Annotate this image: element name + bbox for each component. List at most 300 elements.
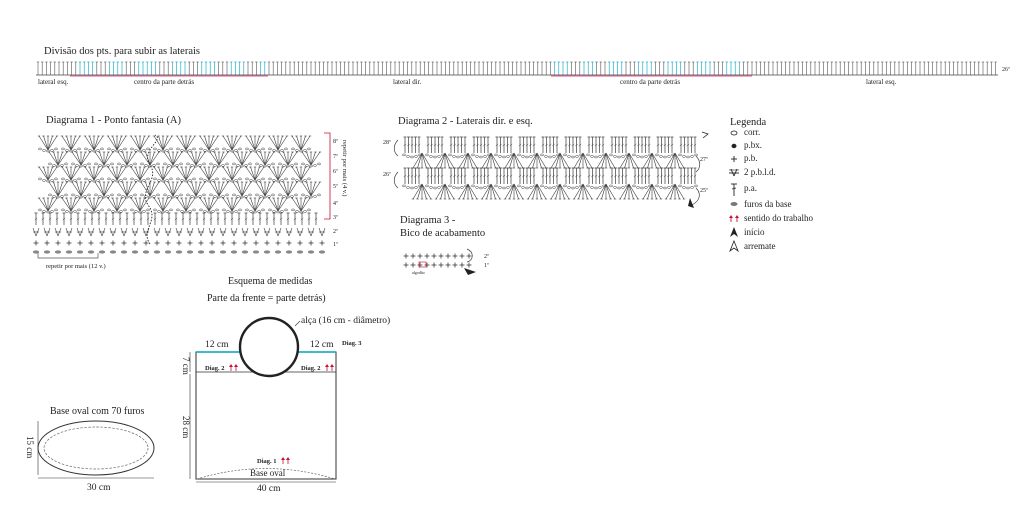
- chain-stitch: [483, 186, 486, 188]
- fan-stitch: [136, 198, 141, 211]
- chain-stitch: [267, 164, 270, 166]
- single-crochet-icon: [731, 156, 737, 162]
- fan-stitch: [117, 198, 122, 211]
- chain-stitch: [71, 194, 74, 196]
- chain-stitch: [667, 186, 670, 188]
- fan-stitch: [228, 167, 233, 180]
- chain-stitch: [226, 179, 229, 181]
- diagram3-small-label: algodão: [412, 270, 425, 275]
- fan-stitch: [48, 136, 53, 150]
- strip-label-left-side-2: lateral esq.: [866, 78, 897, 86]
- chain-stitch: [494, 154, 497, 156]
- chain-stitch: [203, 179, 206, 181]
- chain-stitch: [598, 186, 601, 188]
- chain-stitch: [165, 149, 168, 151]
- turn-chain: [394, 172, 398, 188]
- chain-stitch: [291, 209, 294, 211]
- chain-stitch: [165, 210, 168, 212]
- start-arrow-icon: [730, 227, 738, 237]
- chain-stitch: [176, 178, 179, 180]
- chain-stitch: [133, 194, 136, 196]
- chain-stitch: [192, 209, 195, 211]
- chain-stitch: [73, 179, 76, 181]
- fan-stitch: [67, 136, 72, 150]
- fan-stitch: [514, 184, 519, 199]
- fan-stitch: [652, 153, 657, 168]
- chain-stitch: [221, 164, 224, 166]
- fan-stitch: [90, 198, 95, 211]
- chain-stitch: [65, 179, 68, 181]
- chain-stitch: [282, 195, 285, 197]
- chain-stitch: [291, 178, 294, 180]
- fan-stitch: [602, 184, 607, 199]
- chain-stitch: [632, 154, 635, 156]
- chain-icon: [731, 131, 737, 135]
- chain-stitch: [167, 195, 170, 197]
- chain-stitch: [190, 164, 193, 166]
- chain-stitch: [234, 210, 237, 212]
- chain-stitch: [184, 211, 187, 213]
- fan-stitch: [77, 152, 82, 165]
- chain-stitch: [284, 209, 287, 211]
- fan-stitch: [574, 153, 583, 168]
- fan-stitch: [666, 153, 675, 168]
- fan-stitch: [620, 153, 629, 168]
- chain-stitch: [238, 209, 241, 211]
- base-hole: [143, 250, 149, 253]
- chain-stitch: [655, 154, 658, 156]
- chain-stitch: [575, 186, 578, 188]
- chain-stitch: [678, 154, 681, 156]
- diagram1-row-label-5: 5ª: [333, 184, 338, 190]
- chain-stitch: [188, 149, 191, 151]
- fan-stitch: [675, 153, 684, 168]
- fan-stitch: [533, 153, 538, 168]
- chain-stitch: [134, 149, 137, 151]
- fan-stitch: [44, 167, 49, 180]
- chain-stitch: [84, 148, 87, 150]
- turn-chain: [394, 140, 398, 156]
- chain-stitch: [153, 178, 156, 180]
- chain-stitch: [203, 149, 206, 151]
- fan-stitch: [274, 198, 279, 211]
- chain-stitch: [188, 179, 191, 181]
- chain-stitch: [529, 155, 532, 157]
- chain-stitch: [234, 179, 237, 181]
- fan-stitch: [487, 153, 492, 168]
- chain-stitch: [156, 163, 159, 165]
- base-outer-oval: [38, 421, 154, 475]
- fan-stitch: [209, 167, 214, 180]
- chain-stitch: [111, 149, 114, 151]
- fan-stitch: [514, 153, 519, 168]
- chain-stitch: [42, 149, 45, 151]
- fan-stitch: [445, 184, 450, 199]
- fan-stitch: [48, 167, 53, 180]
- chain-stitch: [75, 195, 78, 197]
- panel-base-label: Base oval: [250, 468, 286, 478]
- base-hole: [132, 250, 138, 253]
- base-hole: [154, 250, 160, 253]
- chain-stitch: [87, 163, 90, 165]
- chain-stitch: [54, 178, 57, 180]
- chain-stitch: [663, 156, 666, 158]
- chain-stitch: [291, 148, 294, 150]
- chain-stitch: [176, 148, 179, 150]
- chain-stitch: [282, 164, 285, 166]
- chain-stitch: [483, 155, 486, 157]
- fan-stitch: [71, 136, 76, 150]
- chain-stitch: [202, 194, 205, 196]
- fan-stitch: [491, 153, 496, 168]
- chain-stitch: [307, 148, 310, 150]
- chain-stitch: [540, 185, 543, 187]
- fan-stitch: [491, 153, 500, 168]
- chain-stitch: [253, 211, 256, 213]
- chain-stitch: [96, 179, 99, 181]
- chain-stitch: [215, 148, 218, 150]
- chain-stitch: [290, 195, 293, 197]
- chain-stitch: [694, 185, 697, 187]
- chain-stitch: [644, 186, 647, 188]
- diag2-right-label: Diag. 2: [301, 365, 321, 372]
- chain-stitch: [494, 185, 497, 187]
- chain-stitch: [179, 194, 182, 196]
- fan-stitch: [169, 182, 174, 196]
- chain-stitch: [130, 148, 133, 150]
- fan-stitch: [602, 153, 607, 168]
- chain-stitch: [278, 194, 281, 196]
- turn-chain: [692, 188, 699, 205]
- fan-stitch: [606, 153, 615, 168]
- fan-stitch: [625, 153, 630, 168]
- chain-stitch: [406, 186, 409, 188]
- chain-stitch: [272, 149, 275, 151]
- fan-stitch: [67, 198, 72, 211]
- chain-stitch: [165, 179, 168, 181]
- fan-stitch: [459, 184, 468, 199]
- base-hole: [198, 250, 204, 253]
- base-hole: [297, 250, 303, 253]
- chain-stitch: [152, 195, 155, 197]
- chain-stitch: [107, 148, 110, 150]
- fan-stitch: [71, 167, 76, 180]
- fan-stitch: [560, 184, 565, 199]
- chain-stitch: [272, 179, 275, 181]
- chain-stitch: [268, 148, 271, 150]
- diagram1-repeat-horizontal-label: repetir por mais (12 v.): [46, 263, 106, 270]
- chain-stitch: [52, 195, 55, 197]
- fan-stitch: [675, 153, 680, 168]
- chain-stitch: [130, 209, 133, 211]
- chain-stitch: [244, 195, 247, 197]
- chain-stitch: [659, 186, 662, 188]
- chain-stitch: [655, 185, 658, 187]
- chain-stitch: [479, 187, 482, 189]
- base-hole: [308, 250, 314, 253]
- fan-stitch: [44, 198, 49, 211]
- diagram3-title-line2: Bico de acabamento: [400, 228, 486, 239]
- chain-stitch: [209, 194, 212, 196]
- base-hole: [209, 250, 215, 253]
- chain-stitch: [180, 179, 183, 181]
- chain-stitch: [429, 155, 432, 157]
- chain-stitch: [61, 148, 64, 150]
- chain-stitch: [64, 194, 67, 196]
- fan-stitch: [265, 182, 270, 196]
- chain-stitch: [199, 209, 202, 211]
- chain-stitch: [255, 163, 258, 165]
- diagram2-row-label-27: 27ª: [700, 157, 708, 163]
- chain-stitch: [203, 210, 206, 212]
- base-hole: [286, 250, 292, 253]
- strip-label-back-center-1: centro da parte detrás: [134, 78, 195, 86]
- fan-stitch: [297, 167, 302, 180]
- fan-stitch: [123, 152, 128, 165]
- chain-stitch: [117, 163, 120, 165]
- chain-stitch: [169, 148, 172, 150]
- fan-stitch: [71, 198, 76, 211]
- chain-stitch: [305, 164, 308, 166]
- fan-stitch: [159, 167, 164, 180]
- chain-stitch: [153, 148, 156, 150]
- chain-stitch: [529, 186, 532, 188]
- fan-stitch: [136, 136, 141, 150]
- chain-stitch: [563, 154, 566, 156]
- chain-stitch: [271, 194, 274, 196]
- fan-stitch: [77, 182, 82, 196]
- chain-stitch: [261, 178, 264, 180]
- chain-stitch: [690, 155, 693, 157]
- chain-stitch: [567, 155, 570, 157]
- fan-stitch: [413, 184, 422, 199]
- fan-stitch: [629, 184, 638, 199]
- fan-stitch: [652, 184, 657, 199]
- fan-stitch: [238, 182, 243, 196]
- chain-stitch: [548, 187, 551, 189]
- fan-stitch: [629, 184, 634, 199]
- fan-stitch: [192, 182, 197, 196]
- chain-stitch: [38, 148, 41, 150]
- diagram3-row-label-1: 1ª: [484, 263, 489, 269]
- fan-stitch: [574, 184, 583, 199]
- chain-stitch: [140, 163, 143, 165]
- chain-stitch: [259, 195, 262, 197]
- chain-stitch: [133, 163, 136, 165]
- fan-stitch: [556, 153, 561, 168]
- chain-stitch: [65, 210, 68, 212]
- fan-stitch: [301, 198, 306, 211]
- chain-stitch: [544, 155, 547, 157]
- chain-stitch: [123, 178, 126, 180]
- chain-stitch: [609, 154, 612, 156]
- fan-stitch: [67, 167, 72, 180]
- chain-stitch: [498, 155, 501, 157]
- diagram2-finish-arrow-icon: [702, 132, 708, 138]
- fan-stitch: [643, 153, 652, 168]
- legend-label-finish: arremate: [744, 241, 776, 251]
- chain-stitch: [180, 149, 183, 151]
- chain-stitch: [192, 148, 195, 150]
- fan-stitch: [297, 198, 302, 211]
- base-hole: [44, 250, 50, 253]
- division-strip: [36, 46, 1010, 86]
- chain-stitch: [71, 163, 74, 165]
- fan-stitch: [251, 198, 256, 211]
- chain-stitch: [303, 179, 306, 181]
- chain-stitch: [290, 164, 293, 166]
- chain-stitch: [640, 187, 643, 189]
- fan-stitch: [169, 152, 174, 165]
- fan-stitch: [533, 184, 538, 199]
- chain-stitch: [271, 163, 274, 165]
- chain-stitch: [236, 195, 239, 197]
- chain-stitch: [552, 186, 555, 188]
- chain-stitch: [259, 164, 262, 166]
- chain-stitch: [686, 187, 689, 189]
- diagram2-row-label-28: 28ª: [383, 140, 391, 146]
- chain-stitch: [594, 187, 597, 189]
- base-inner-oval: [44, 427, 148, 469]
- measures-title: Esquema de medidas: [228, 276, 313, 287]
- chain-stitch: [234, 149, 237, 151]
- chain-stitch: [146, 178, 149, 180]
- base-hole-icon: [731, 202, 738, 206]
- strip-stitch-ticks: [37, 62, 997, 75]
- diag2-left-label: Diag. 2: [205, 365, 225, 372]
- chain-stitch: [92, 211, 95, 213]
- fan-stitch: [219, 182, 224, 196]
- chain-stitch: [414, 155, 417, 157]
- chain-stitch: [452, 155, 455, 157]
- chain-stitch: [232, 163, 235, 165]
- chain-stitch: [238, 178, 241, 180]
- chain-stitch: [248, 163, 251, 165]
- chain-stitch: [268, 209, 271, 211]
- diag2-right-direction-icon: [325, 364, 334, 371]
- fan-stitch: [192, 152, 197, 165]
- chain-stitch: [134, 179, 137, 181]
- base-hole: [319, 250, 325, 253]
- chain-stitch: [54, 148, 57, 150]
- diagram1-vertical-repeat-bracket: [324, 133, 330, 219]
- chain-stitch: [613, 155, 616, 157]
- strip-round-label: 26ª: [1002, 67, 1010, 73]
- fan-stitch: [209, 198, 214, 211]
- chain-stitch: [448, 185, 451, 187]
- chain-stitch: [213, 164, 216, 166]
- fan-stitch: [606, 184, 615, 199]
- chain-stitch: [107, 178, 110, 180]
- fan-stitch: [278, 167, 283, 180]
- fan-stitch: [675, 184, 680, 199]
- fan-stitch: [127, 182, 132, 196]
- fan-stitch: [482, 153, 491, 168]
- fan-stitch: [629, 153, 638, 168]
- chain-stitch: [142, 149, 145, 151]
- chain-stitch: [110, 163, 113, 165]
- chain-stitch: [157, 149, 160, 151]
- chain-stitch: [42, 179, 45, 181]
- top-left-measure: 12 cm: [205, 340, 229, 350]
- chain-stitch: [52, 164, 55, 166]
- legend-label-sc: p.b.: [744, 153, 758, 163]
- fan-stitch: [182, 136, 187, 150]
- chain-stitch: [456, 156, 459, 158]
- fan-stitch: [48, 198, 53, 211]
- strip-title: Divisão dos pts. para subir as laterais: [44, 46, 201, 57]
- chain-stitch: [77, 148, 80, 150]
- chain-stitch: [175, 164, 178, 166]
- strip-label-right-side: lateral dir.: [393, 78, 422, 86]
- chain-stitch: [134, 210, 137, 212]
- fan-stitch: [583, 153, 592, 168]
- chain-stitch: [301, 163, 304, 165]
- chain-stitch: [180, 210, 183, 212]
- chain-stitch: [163, 163, 166, 165]
- chain-stitch: [232, 194, 235, 196]
- diagram2-title: Diagrama 2 - Laterais dir. e esq.: [398, 116, 533, 127]
- direction-arrows-icon: [729, 215, 739, 222]
- strip-label-left-side: lateral esq.: [38, 78, 69, 86]
- fan-stitch: [311, 182, 316, 196]
- strip-label-back-center-2: centro da parte detrás: [620, 78, 681, 86]
- chain-stitch: [100, 178, 103, 180]
- fan-stitch: [81, 152, 86, 165]
- fan-stitch: [560, 184, 569, 199]
- fan-stitch: [117, 136, 122, 150]
- chain-stitch: [245, 209, 248, 211]
- diagram1-row-label-3: 3ª: [333, 215, 338, 221]
- chain-stitch: [456, 187, 459, 189]
- base-hole: [88, 250, 94, 253]
- base-hole: [176, 250, 182, 253]
- chain-stitch: [678, 185, 681, 187]
- diagram2-row-label-26: 26ª: [383, 172, 391, 178]
- slip-stitch-icon: [732, 144, 737, 148]
- fan-stitch: [606, 153, 611, 168]
- chain-stitch: [61, 209, 64, 211]
- chain-stitch: [209, 163, 212, 165]
- diagram3-row-label-2: 2ª: [484, 254, 489, 260]
- chain-stitch: [192, 178, 195, 180]
- chain-stitch: [60, 195, 63, 197]
- fan-stitch: [186, 198, 191, 211]
- chain-stitch: [198, 195, 201, 197]
- chain-stitch: [50, 149, 53, 151]
- chain-stitch: [590, 186, 593, 188]
- fan-stitch: [232, 167, 237, 180]
- chain-stitch: [144, 164, 147, 166]
- chain-stitch: [222, 178, 225, 180]
- chain-stitch: [552, 155, 555, 157]
- fan-stitch: [597, 184, 606, 199]
- diagram1-row-label-6: 6ª: [333, 169, 338, 175]
- fan-stitch: [597, 153, 606, 168]
- diag1-direction-icon: [281, 457, 290, 464]
- chain-stitch: [425, 185, 428, 187]
- fan-stitch: [514, 184, 523, 199]
- chain-stitch: [248, 194, 251, 196]
- fan-stitch: [491, 184, 496, 199]
- chain-stitch: [433, 187, 436, 189]
- chain-stitch: [111, 210, 114, 212]
- chain-stitch: [211, 179, 214, 181]
- chain-stitch: [571, 187, 574, 189]
- diagram1-row-label-4: 4ª: [333, 201, 338, 207]
- chain-stitch: [129, 164, 132, 166]
- chain-stitch: [106, 164, 109, 166]
